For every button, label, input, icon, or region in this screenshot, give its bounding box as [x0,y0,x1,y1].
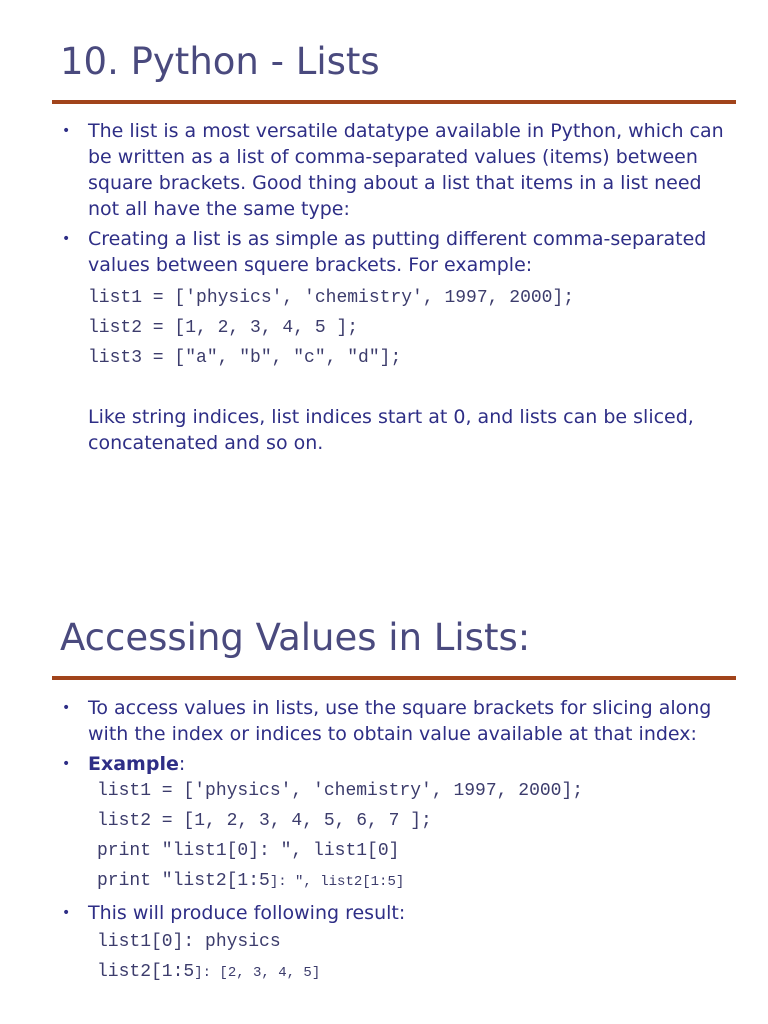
bullet-icon: • [62,123,71,139]
bullet-example: • Example: [62,753,186,775]
bullet-icon: • [62,231,71,247]
bullet-access-values: • To access values in lists, use the square brackets for slicing along with the index or indices to obtain value available at that index: [62,697,712,745]
code-line: list1 = ['physics', 'chemistry', 1997, 2000]; [88,288,575,308]
bullet-icon: • [62,700,71,716]
title-divider [52,676,736,680]
code-line: list3 = ["a", "b", "c", "d"]; [88,348,402,368]
code-line: print "list2[1:5]: ", list2[1:5] [97,871,405,891]
bullet-result: • This will produce following result: [62,902,406,924]
code-line: list2 = [1, 2, 3, 4, 5 ]; [88,318,359,338]
result-line: list1[0]: physics [97,932,281,952]
result-line: list2[1:5]: [2, 3, 4, 5] [97,962,321,982]
slide-title: 10. Python - Lists [60,40,380,83]
slide-content [60,118,736,456]
bullet-icon: • [62,905,71,921]
slide-title: Accessing Values in Lists: [60,616,531,659]
example-label: Example [88,753,179,775]
slide-content [60,695,736,983]
list-indices-note: Like string indices, list indices start at 0, and lists can be sliced, concatenated and so on. [88,406,694,454]
slide-accessing-values [0,512,768,1024]
bullet-creating-list: • Creating a list is as simple as putting different comma-separated values between squere brackets. For example: [62,228,707,276]
bullet-icon: • [62,756,71,772]
bullet-list-definition: • The list is a most versatile datatype available in Python, which can be written as a list of comma-separated values (items) between square brackets. Good thing about a list that items in a list need not all have the same type: [62,120,724,220]
code-line: list1 = ['physics', 'chemistry', 1997, 2000]; [97,781,584,801]
title-divider [52,100,736,104]
code-line: list2 = [1, 2, 3, 4, 5, 6, 7 ]; [97,811,432,831]
code-line: print "list1[0]: ", list1[0] [97,841,400,861]
